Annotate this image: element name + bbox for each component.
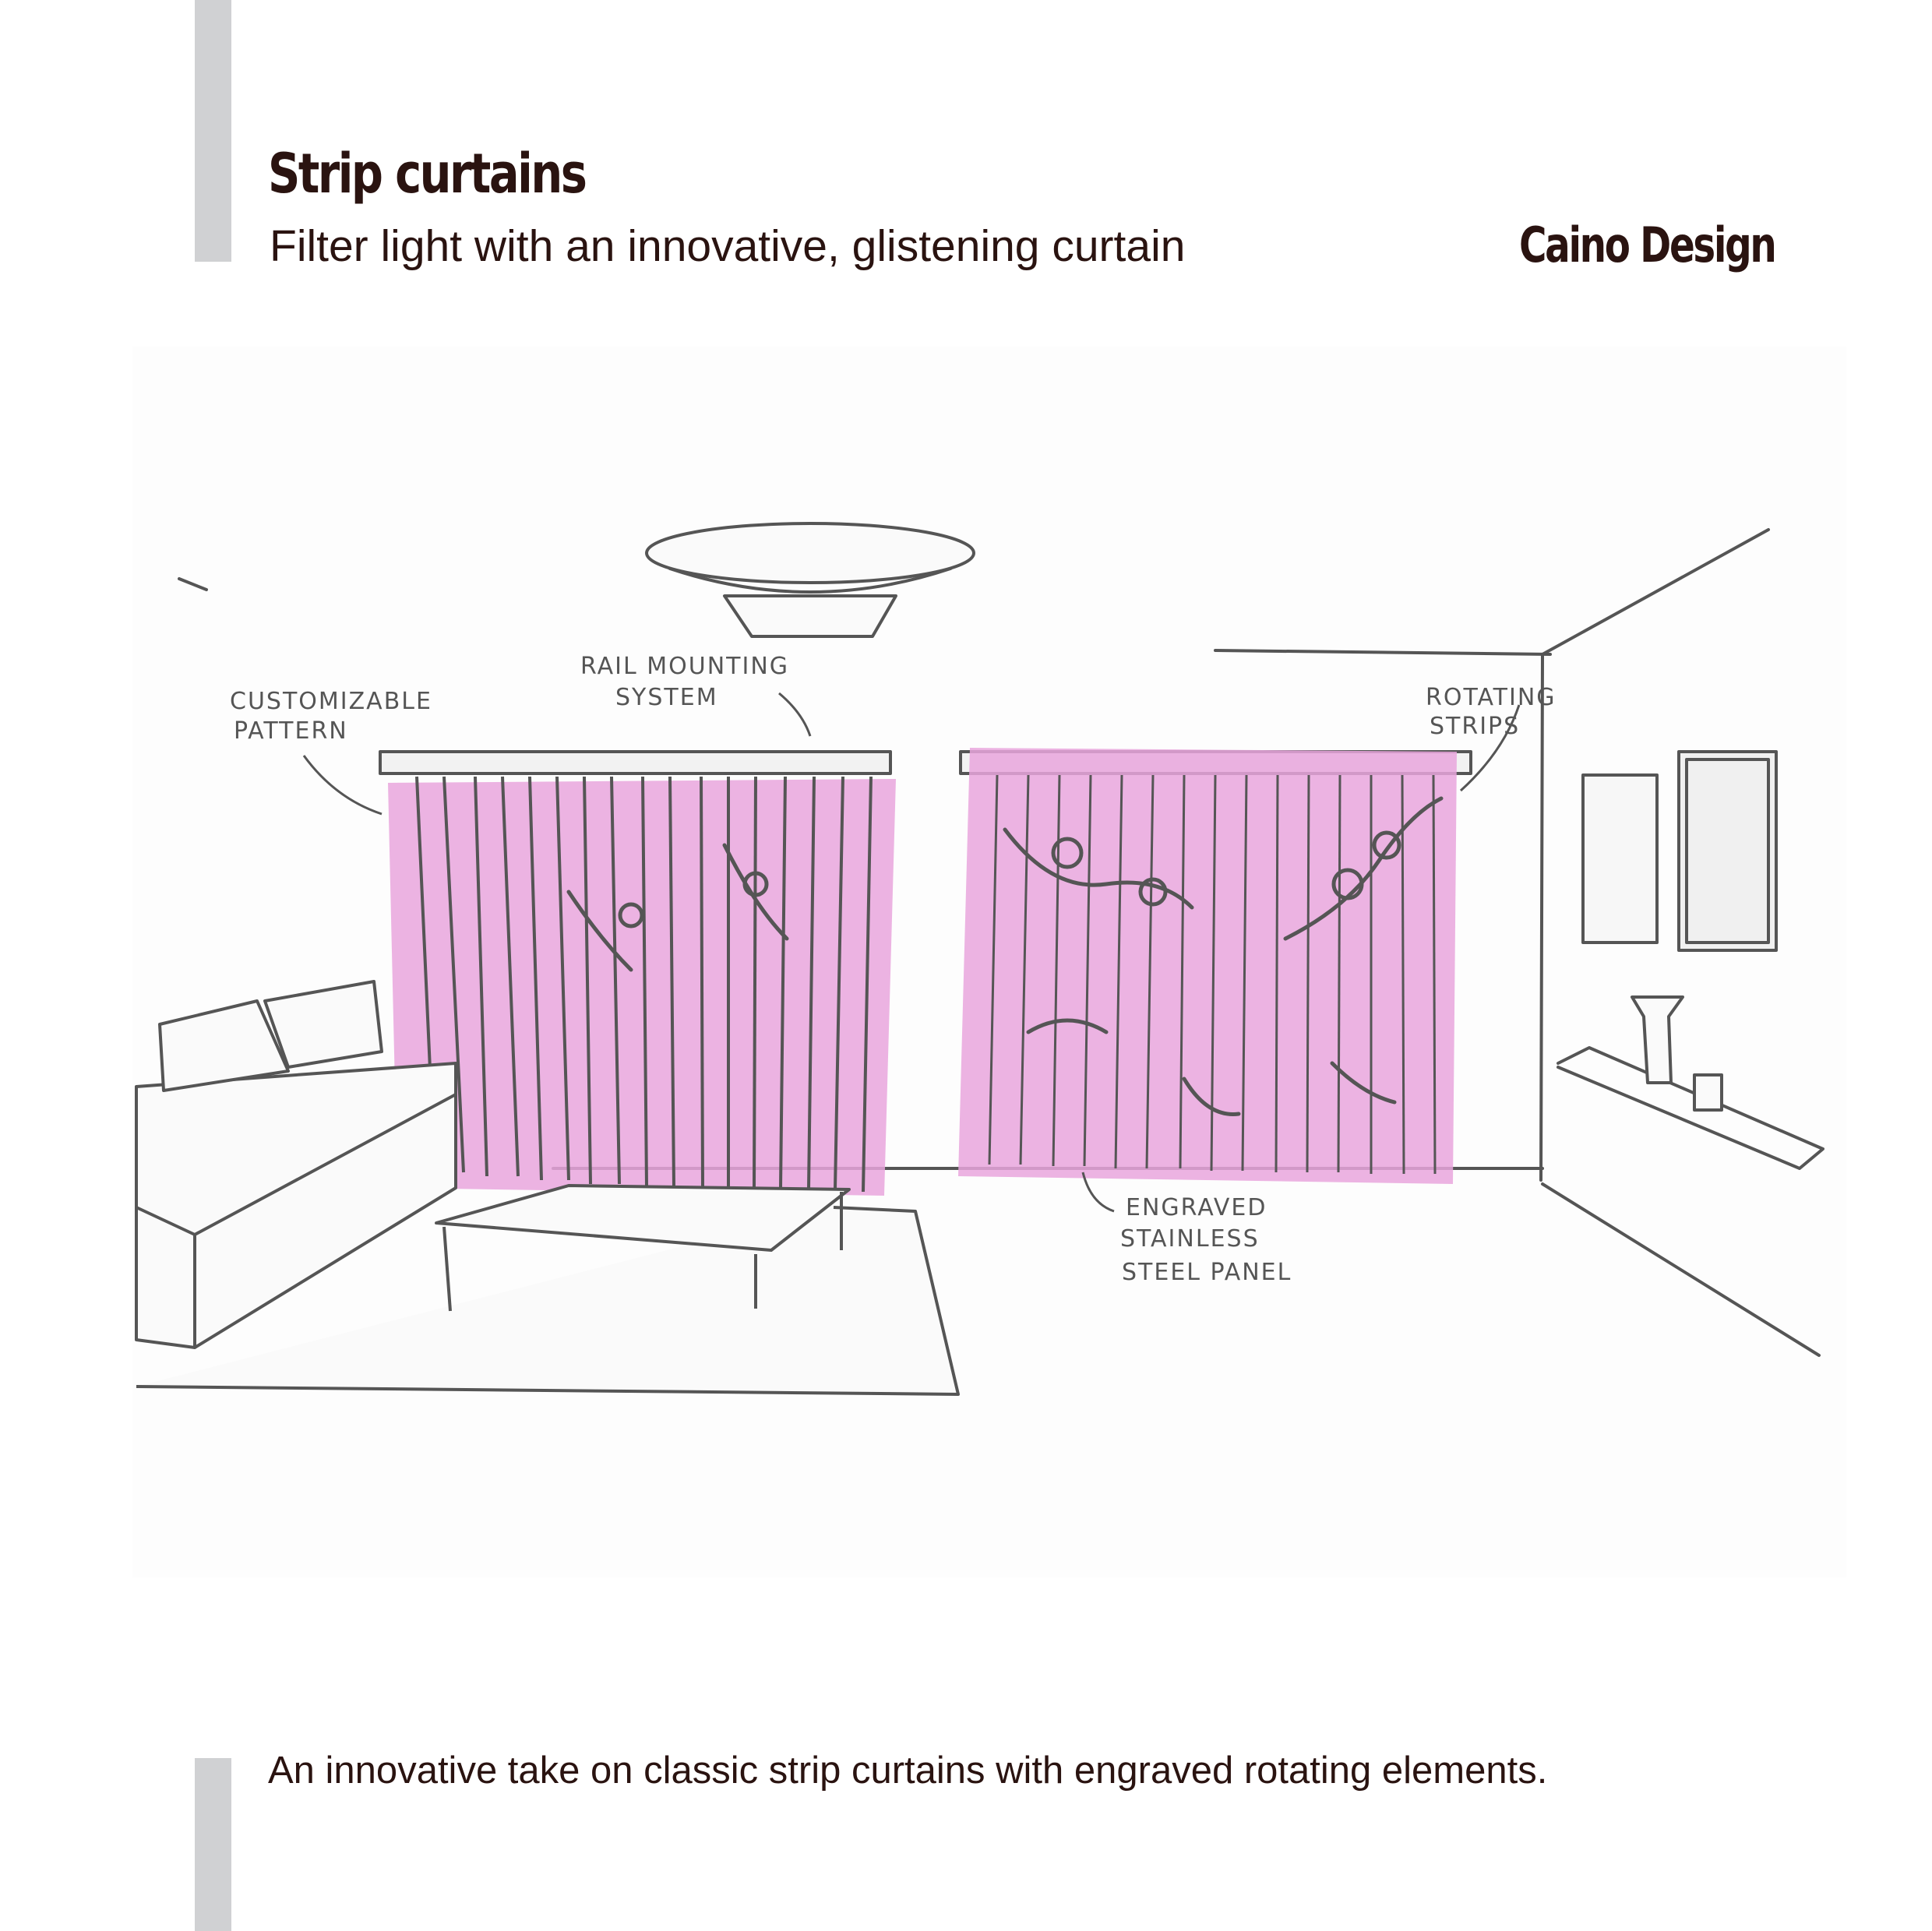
caption-text: An innovative take on classic strip curtains with engraved rotating elements.	[268, 1750, 1548, 1792]
rail-left	[380, 752, 890, 773]
sidebar-accent-top	[195, 0, 231, 262]
brand-name: Caino Design	[1519, 217, 1775, 273]
annotation-strips-line1: ROTATING	[1426, 684, 1557, 711]
room-sketch	[132, 347, 1846, 1577]
ceiling-lamp	[647, 523, 974, 583]
annotation-panel-line3: STEEL PANEL	[1122, 1259, 1292, 1286]
annotation-rail-line1: RAIL MOUNTING	[580, 653, 790, 680]
wall-shelf	[1558, 1048, 1823, 1168]
annotation-pattern-line2: PATTERN	[234, 717, 348, 745]
wall-picture-large	[1679, 752, 1776, 950]
page-subtitle: Filter light with an innovative, glistening curtain	[270, 221, 1186, 271]
annotation-pattern-line1: CUSTOMIZABLE	[230, 688, 432, 715]
room-sketch-drawing	[132, 347, 1846, 1577]
annotation-panel-line1: ENGRAVED	[1126, 1194, 1267, 1221]
wall-picture-small	[1583, 775, 1657, 943]
annotation-rail-line2: SYSTEM	[615, 684, 718, 711]
sidebar-accent-bottom	[195, 1758, 231, 1931]
annotation-strips-line2: STRIPS	[1430, 713, 1521, 740]
curtain-right	[958, 748, 1457, 1184]
annotation-panel-line2: STAINLESS	[1120, 1225, 1260, 1253]
page-title: Strip curtains	[268, 142, 586, 206]
